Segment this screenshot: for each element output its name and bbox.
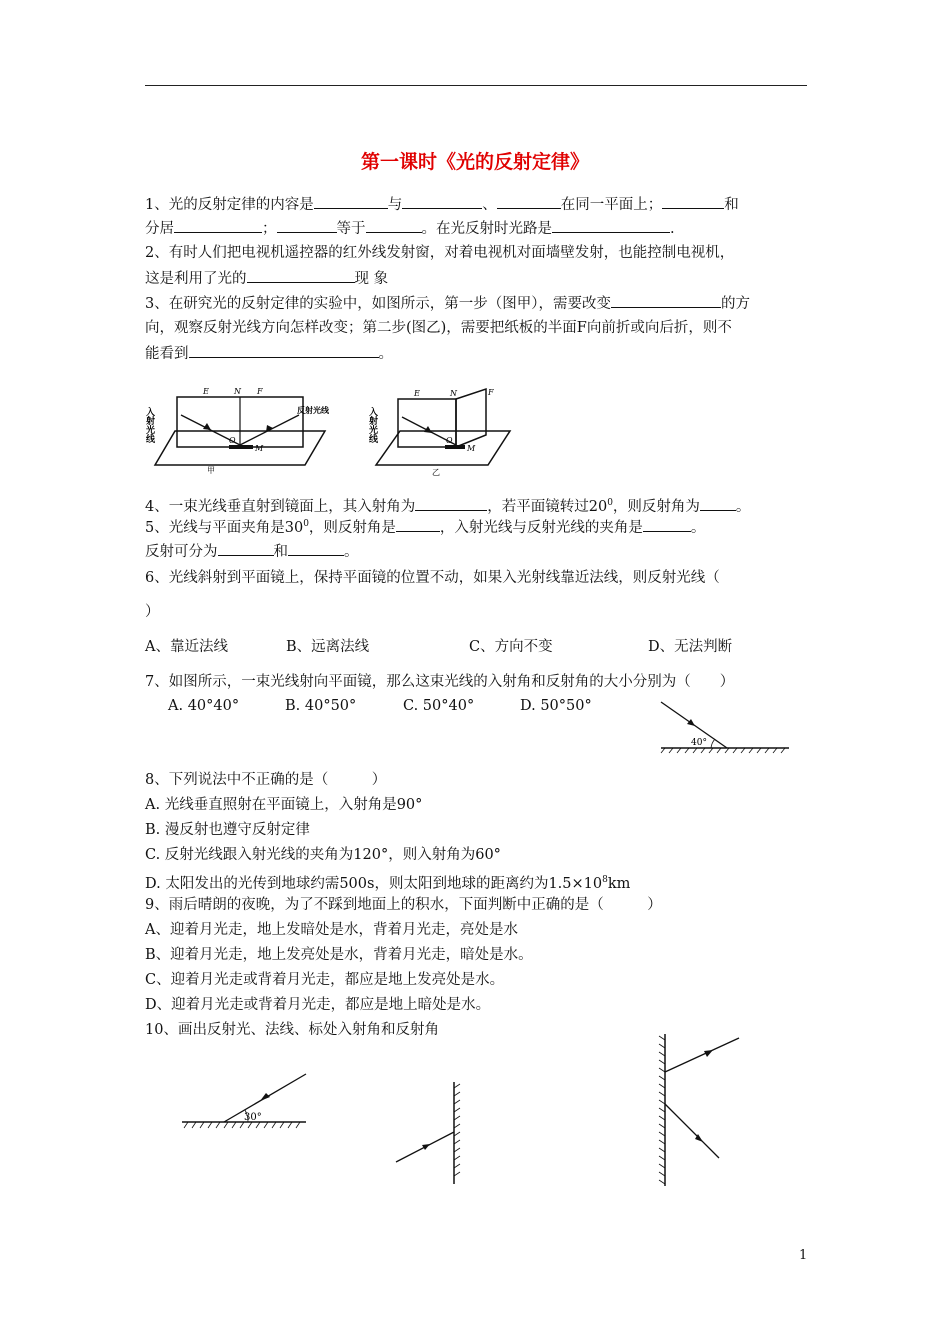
figure-jia: [145, 385, 335, 475]
q9-option-a: A、迎着月光走，地上发暗处是水，背着月光走，亮处是水: [145, 922, 518, 938]
q6-option-a: A、靠近法线: [145, 639, 228, 655]
yi-E: E: [414, 389, 420, 398]
jia-O: O: [229, 436, 236, 445]
q4-line: 4、一束光线垂直射到镜面上，其入射角为 ，若平面镜转过$20^0$，则反射角为 。: [145, 493, 750, 517]
q6-option-d: D、无法判断: [648, 639, 733, 655]
q7-stem: 7、如图所示，一束光线射向平面镜，那么这束光线的入射角和反射角的大小分别为（ ）: [145, 674, 735, 690]
q3-line2: 向，观察反射光线方向怎样改变；第二步(图乙)，需要把纸板的半面F向前折或向后折，则不: [145, 320, 732, 336]
yi-F: F: [488, 388, 494, 397]
figure-yi: [367, 385, 520, 477]
yi-O: O: [446, 436, 453, 445]
q9-option-c: C、迎着月光走或背着月光走，都应是地上发亮处是水。: [145, 972, 505, 988]
header-rule: [145, 85, 807, 86]
q5-line1: 5、光线与平面夹角是$30^0$，则反射角是 ，入射光线与反射光线的夹角是 。: [145, 514, 705, 538]
q5-line2: 反射可分为 和 。: [145, 541, 359, 562]
q2-line2: 这是利用了光的 现 象: [145, 268, 388, 289]
q10-stem: 10、画出反射光、法线、标处入射角和反射角: [145, 1022, 439, 1038]
jia-E: E: [203, 387, 209, 396]
q6-option-c: C、方向不变: [469, 639, 553, 655]
q7-option-b: B. 40°50°: [285, 698, 357, 714]
q8-option-d: D. 太阳发出的光传到地球约需500s，则太阳到地球的距离约为$1.5\times 10^8km$: [145, 875, 631, 892]
yi-incident-label: 入射光线: [367, 407, 377, 443]
q3-line3: 能看到 。: [145, 343, 393, 364]
q9-stem: 9、雨后晴朗的夜晚，为了不踩到地面上的积水，下面判断中正确的是（ ）: [145, 897, 662, 913]
jia-N: N: [234, 387, 241, 396]
jia-caption: 甲: [207, 466, 215, 475]
yi-N: N: [450, 389, 457, 398]
page-title: 第一课时《光的反射定律》: [360, 151, 589, 173]
q7-option-a: A. 40°40°: [168, 698, 240, 714]
yi-M: M: [467, 444, 476, 453]
q6-line2: ）: [145, 604, 160, 620]
q7-options: [168, 696, 592, 716]
q7-angle-label: 40°: [691, 738, 707, 748]
q10-angle-label: 30°: [244, 1112, 262, 1123]
q2-line1: 2、有时人们把电视机遥控器的红外线发射窗，对着电视机对面墙壁发射，也能控制电视机，: [145, 245, 735, 261]
q1-line1: 1、光的反射定律的内容是 与 、 在同一平面上； 和: [145, 194, 739, 215]
q10-figure-2: [392, 1078, 472, 1188]
q7-figure: [655, 696, 795, 756]
q3-line1: 3、在研究光的反射定律的实验中，如图所示，第一步（图甲），需要改变 的方: [145, 293, 750, 314]
q1-line2: 分居 ； 等于 。在光反射时光路是 .: [145, 218, 675, 239]
q9-option-d: D、迎着月光走或背着月光走，都应是地上暗处是水。: [145, 997, 491, 1013]
q8-option-a: A. 光线垂直照射在平面镜上，入射角是90°: [145, 797, 423, 813]
yi-caption: 乙: [432, 468, 440, 477]
q10-figure-1: [178, 1068, 313, 1132]
q9-option-b: B、迎着月光走，地上发亮处是水，背着月光走，暗处是水。: [145, 947, 533, 963]
q6-line1: 6、光线斜射到平面镜上，保持平面镜的位置不动，如果入光射线靠近法线，则反射光线（: [145, 570, 720, 586]
q7-option-d: D. 50°50°: [520, 698, 592, 714]
jia-F: F: [257, 387, 263, 396]
q6-options: [145, 637, 732, 657]
q8-option-b: B. 漫反射也遵守反射定律: [145, 822, 310, 838]
jia-incident-label: 入射光线: [144, 407, 154, 443]
jia-reflect-label: 反射光线: [297, 405, 329, 415]
q8-option-c: C. 反射光线跟入射光线的夹角为120°，则入射角为60°: [145, 847, 501, 863]
q7-option-c: C. 50°40°: [403, 698, 475, 714]
page-number: 1: [799, 1248, 808, 1263]
q8-stem: 8、下列说法中不正确的是（ ）: [145, 772, 387, 788]
jia-M: M: [255, 444, 264, 453]
q6-option-b: B、远离法线: [286, 639, 370, 655]
q10-figure-3: [645, 1030, 745, 1190]
